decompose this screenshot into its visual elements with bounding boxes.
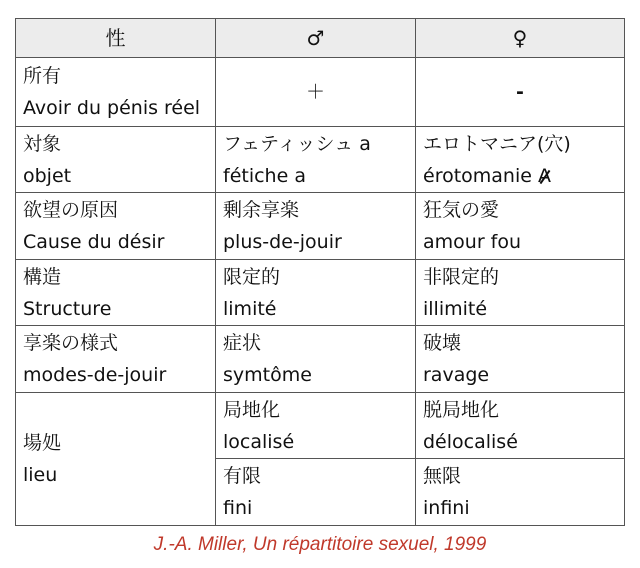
- label-jp: 場処: [23, 431, 62, 454]
- female-fr: délocalisé: [423, 430, 518, 453]
- female-fr-line: [423, 160, 624, 192]
- row-label: [16, 392, 216, 525]
- label-jp: 所有: [23, 65, 62, 88]
- row-label: [16, 259, 216, 326]
- label-jp: 対象: [23, 132, 62, 155]
- label-fr: Structure: [23, 297, 112, 320]
- male-jp: 剰余享楽: [223, 199, 300, 222]
- male-cell: [216, 392, 416, 459]
- female-jp: エロトマニア(穴): [423, 132, 571, 155]
- row-label: [16, 58, 216, 127]
- row-label: [16, 126, 216, 193]
- female-cell: [416, 126, 625, 193]
- comparison-table: [15, 18, 625, 526]
- barred-a-symbol: A: [538, 160, 551, 192]
- male-fr: limité: [223, 297, 277, 320]
- female-fr: amour fou: [423, 231, 522, 254]
- label-jp: 欲望の原因: [23, 199, 119, 222]
- label-fr: modes-de-jouir: [23, 364, 167, 387]
- row-modes: [16, 326, 625, 393]
- female-cell: [416, 392, 625, 459]
- female-jp: 無限: [423, 465, 462, 488]
- male-fr: fini: [223, 497, 253, 520]
- male-cell: [216, 126, 416, 193]
- row-penis: [16, 58, 625, 127]
- male-cell: [216, 326, 416, 393]
- female-jp: 非限定的: [423, 265, 500, 288]
- male-jp: 限定的: [223, 265, 281, 288]
- male-jp: 局地化: [223, 398, 281, 421]
- citation-caption: J.-A. Miller, Un répartitoire sexuel, 1999: [153, 534, 487, 555]
- male-cell: [216, 259, 416, 326]
- male-jp: 有限: [223, 465, 262, 488]
- male-fr: fétiche a: [223, 164, 306, 187]
- label-fr: lieu: [23, 463, 58, 486]
- row-label: [16, 326, 216, 393]
- female-fr: érotomanie: [423, 164, 532, 187]
- female-fr: illimité: [423, 297, 488, 320]
- male-fr: localisé: [223, 430, 295, 453]
- header-male-symbol: ♂: [216, 19, 416, 58]
- header-row: [16, 19, 625, 58]
- female-cell: [416, 193, 625, 260]
- male-cell: [216, 459, 416, 526]
- female-cell: [416, 459, 625, 526]
- label-jp: 享楽の様式: [23, 332, 119, 355]
- label-fr: Avoir du pénis réel: [23, 97, 201, 120]
- header-female-symbol: ♀: [416, 19, 625, 58]
- female-fr: ravage: [423, 364, 490, 387]
- row-lieu-1: [16, 392, 625, 459]
- male-fr: plus-de-jouir: [223, 231, 342, 254]
- label-fr: objet: [23, 164, 72, 187]
- female-value: -: [416, 58, 625, 127]
- female-jp: 脱局地化: [423, 398, 500, 421]
- row-label: [16, 193, 216, 260]
- header-sex: 性: [16, 19, 216, 58]
- female-jp: 破壊: [423, 332, 462, 355]
- row-objet: [16, 126, 625, 193]
- female-jp: 狂気の愛: [423, 199, 500, 222]
- label-fr: Cause du désir: [23, 231, 165, 254]
- row-structure: [16, 259, 625, 326]
- male-jp: 症状: [223, 332, 262, 355]
- male-fr: symtôme: [223, 364, 312, 387]
- female-cell: [416, 326, 625, 393]
- female-fr: infini: [423, 497, 470, 520]
- male-cell: [216, 193, 416, 260]
- male-value: ＋: [216, 58, 416, 127]
- row-cause: [16, 193, 625, 260]
- label-jp: 構造: [23, 265, 62, 288]
- female-cell: [416, 259, 625, 326]
- male-jp: フェティッシュ a: [223, 132, 371, 155]
